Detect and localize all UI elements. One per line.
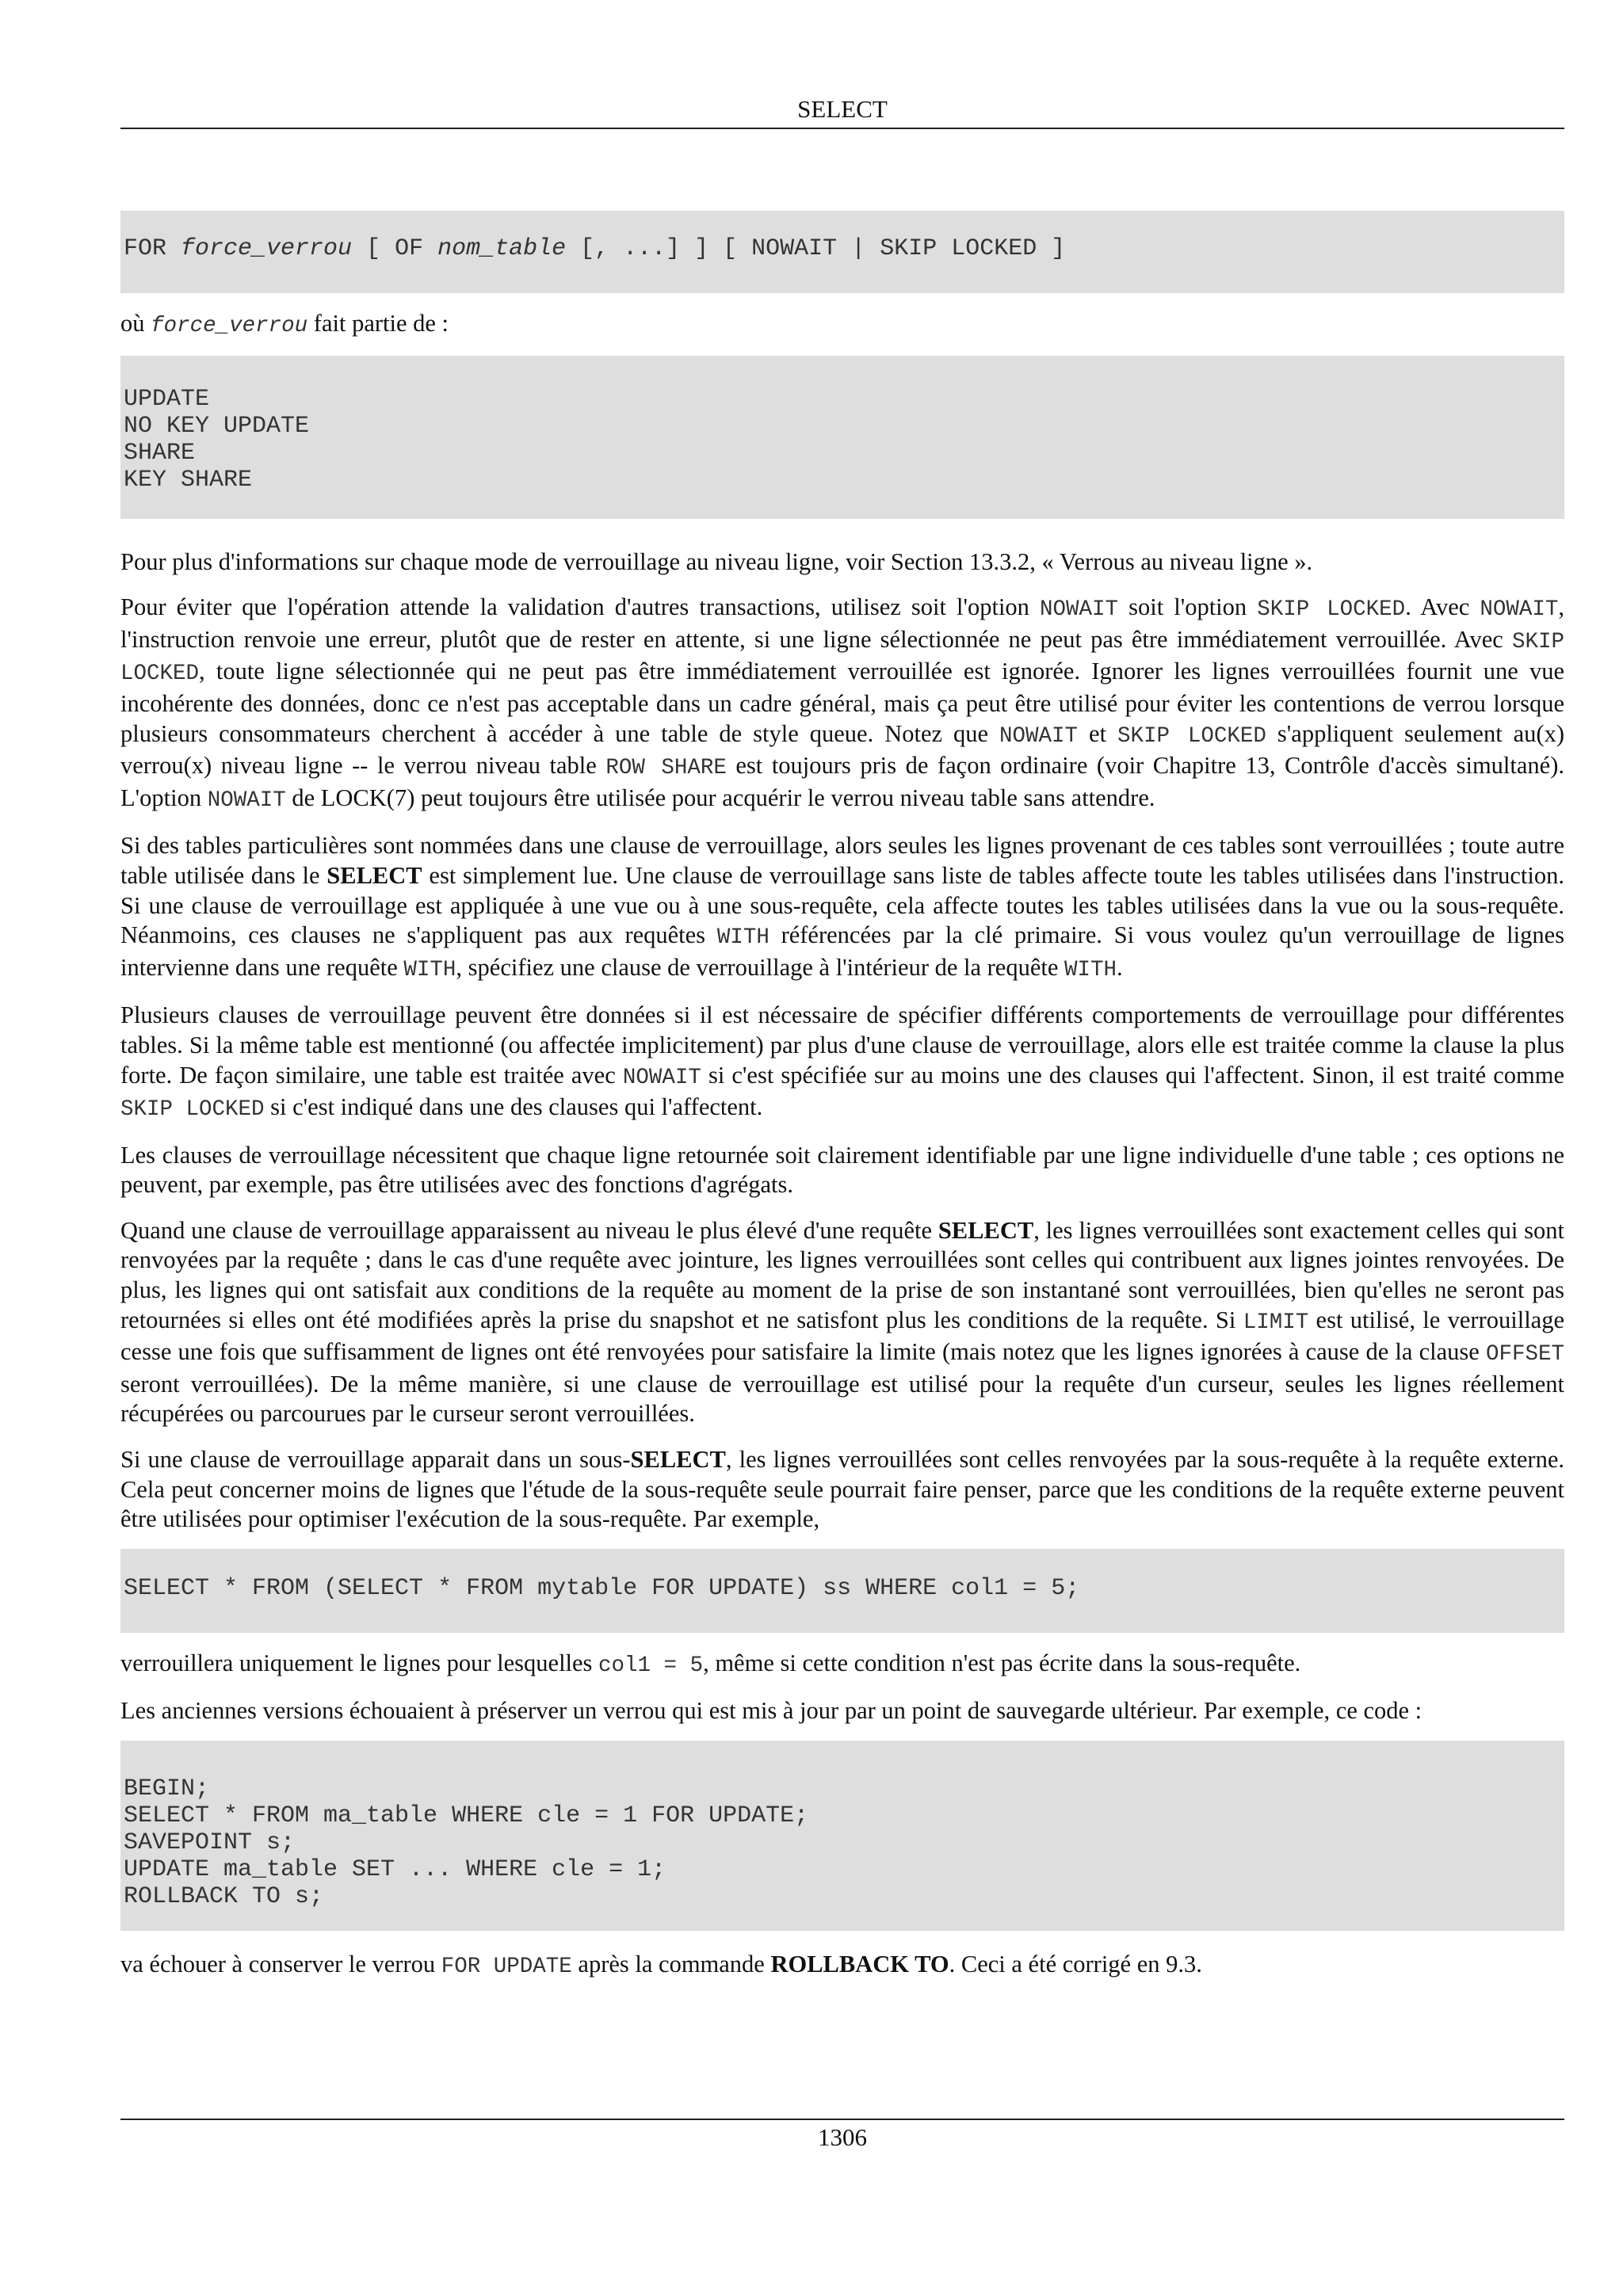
paragraph-older-versions: Les anciennes versions échouaient à préserver un verrou qui est mis à jour par un point de sauvegarde ultérieur. Par exemple, ce code : — [120, 1697, 1423, 1725]
code-block-for-clause: FOR force_verrou [ OF nom_table [, ...] ] [ NOWAIT | SKIP LOCKED ] — [120, 211, 1564, 293]
header-rule — [120, 128, 1564, 129]
paragraph-rollback: va échouer à conserver le verrou FOR UPDATE après la commande ROLLBACK TO. Ceci a été corrigé en 9.3. — [120, 1951, 1202, 1979]
code-block-savepoint-example: BEGIN; SELECT * FROM ma_table WHERE cle = 1 FOR UPDATE; SAVEPOINT s; UPDATE ma_table SET ... WHERE cle = 1; ROLLBACK TO s; — [120, 1741, 1564, 1931]
paragraph-intro: où force_verrou fait partie de : — [120, 310, 449, 338]
page-header: SELECT — [797, 95, 888, 123]
page-number: 1306 — [818, 2123, 867, 2151]
footer-rule — [120, 2119, 1564, 2120]
paragraph-top-level: Quand une clause de verrouillage apparaissent au niveau le plus élevé d'une requête SELECT, les lignes verrouillées sont exactement celles qui sont renvoyées par la requête ; dans le cas d'une requête avec jointure, les lignes verrouillées sont celles qui contribuent aux lignes jointes renvoyées. De plus, les lignes qui ont satisfait aux conditions de la requête au moment de la prise de son instantané sont verrouillées, bien qu'elles ne seront pas retournées si elles ont été modifiées après la prise du snapshot et ne satisfont plus les conditions de la requête. Si LIMIT est utilisé, le verrouillage cesse une fois que suffisamment de lignes ont été renvoyées pour satisfaire la limite (mais notez que les lignes ignorées à cause de la clause OFFSET seront verrouillées). De la même manière, si une clause de verrouillage est utilisé pour la requête d'un curseur, seules les lignes réellement récupérées ou parcourues par le curseur seront verrouillées. — [120, 1216, 1564, 1428]
paragraph-multiple-clauses: Plusieurs clauses de verrouillage peuvent être données si il est nécessaire de spécifier différents comportements de verrouillage pour différentes tables. Si la même table est mentionné (ou affectée implicitement) par plus d'une clause de verrouillage, alors elle est traitée comme la clause la plus forte. De façon similaire, une table est traitée avec NOWAIT si c'est spécifiée sur au moins une des clauses qui l'affectent. Sinon, il est traité comme SKIP LOCKED si c'est indiqué dans une des clauses qui l'affectent. — [120, 1001, 1564, 1123]
paragraph-nowait: Pour éviter que l'opération attende la validation d'autres transactions, utilisez soit l'option NOWAIT soit l'option SKIP LOCKED. Avec NOWAIT, l'instruction renvoie une erreur, plutôt que de rester en attente, si une ligne sélectionnée ne peut pas être immédiatement verrouillée. Avec SKIP LOCKED, toute ligne sélectionnée qui ne peut pas être immédiatement verrouillée est ignorée. Ignorer les lignes verrouillées fournit une vue incohérente des données, donc ce n'est pas acceptable dans un cadre général, mais ça peut être utilisé pour éviter les contentions de verrou lorsque plusieurs consommateurs cherchent à accéder à une table de style queue. Notez que NOWAIT et SKIP LOCKED s'appliquent seulement au(x) verrou(x) niveau ligne -- le verrou niveau table ROW SHARE est toujours pris de façon ordinaire (voir Chapitre 13, Contrôle d'accès simultané). L'option NOWAIT de LOCK(7) peut toujours être utilisée pour acquérir le verrou niveau table sans attendre. — [120, 593, 1565, 813]
paragraph-col1: verrouillera uniquement le lignes pour lesquelles col1 = 5, même si cette condition n'est pas écrite dans la sous-requête. — [120, 1649, 1301, 1678]
code-block-lock-strengths: UPDATE NO KEY UPDATE SHARE KEY SHARE — [120, 356, 1564, 519]
paragraph-sub-select: Si une clause de verrouillage apparait dans un sous-SELECT, les lignes verrouillées sont celles renvoyées par la sous-requête à la requête externe. Cela peut concerner moins de lignes que l'étude de la sous-requête seule pourrait faire penser, parce que les conditions de la requête externe peuvent être utilisées pour optimiser l'exécution de la sous-requête. Par exemple, — [120, 1446, 1564, 1533]
code-block-subquery-example: SELECT * FROM (SELECT * FROM mytable FOR UPDATE) ss WHERE col1 = 5; — [120, 1549, 1564, 1633]
paragraph-identifiable-rows: Les clauses de verrouillage nécessitent que chaque ligne retournée soit clairement identifiable par une ligne individuelle d'une table ; ces options ne peuvent, par exemple, pas être utilisées avec des fonctions d'agrégats. — [120, 1141, 1564, 1199]
page-content — [120, 211, 1564, 1982]
paragraph-lock-modes: Pour plus d'informations sur chaque mode de verrouillage au niveau ligne, voir Section 13.3.2, « Verrous au niveau ligne ». — [120, 547, 1313, 575]
paragraph-named-tables: Si des tables particulières sont nommées dans une clause de verrouillage, alors seules les lignes provenant de ces tables sont verrouillées ; toute autre table utilisée dans le SELECT est simplement lue. Une clause de verrouillage sans liste de tables affecte toute les tables utilisées dans l'instruction. Si une clause de verrouillage est appliquée à une vue ou à une sous-requête, cela affecte toutes les tables utilisées dans la vue ou la sous-requête. Néanmoins, ces clauses ne s'appliquent pas aux requêtes WITH référencées par la clé primaire. Si vous voulez qu'un verrouillage de lignes intervienne dans une requête WITH, spécifiez une clause de verrouillage à l'intérieur de la requête WITH. — [120, 832, 1564, 982]
